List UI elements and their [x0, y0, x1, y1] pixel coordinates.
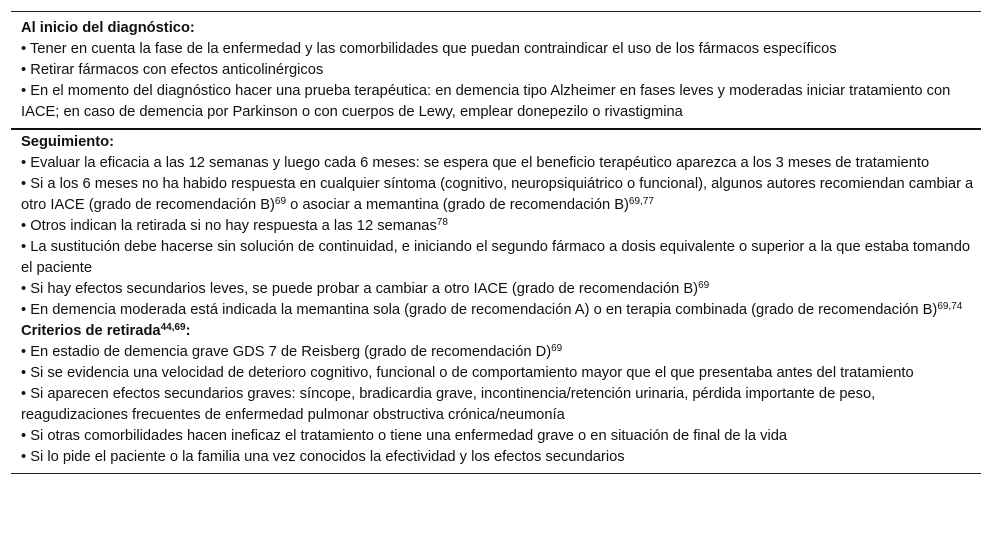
heading-text: Criterios de retirada — [21, 323, 161, 339]
section-heading: Al inicio del diagnóstico: — [21, 20, 195, 36]
table-bottom-rule — [11, 473, 981, 474]
recommendations-table — [11, 11, 981, 474]
item-text: • Si a los 6 meses no ha habido respuesta en cualquier síntoma (cognitivo, neuropsiquiátrico o funcional), algunos autores recomiendan cambiar a otro IACE (grado de recomendación B) — [21, 176, 974, 213]
reference-superscript: 69,74 — [937, 301, 963, 312]
list-item: • Si aparecen efectos secundarios graves: síncope, bradicardia grave, incontinencia/retención urinaria, pérdida importante de peso, reagudizaciones frecuentes de enfermedad pulmonar obstructiva crónica/neumonía — [21, 386, 876, 423]
item-text: • Otros indican la retirada si no hay respuesta a las 12 semanas — [21, 218, 437, 234]
section-initial-diagnosis — [11, 12, 981, 128]
item-text: o asociar a memantina (grado de recomendación B) — [286, 197, 629, 213]
reference-superscript: 78 — [436, 217, 448, 228]
list-item — [21, 174, 981, 216]
list-item: • La sustitución debe hacerse sin solución de continuidad, e iniciando el segundo fármaco a dosis equivalente o superior a la que estaba tomando el paciente — [21, 239, 971, 276]
list-item: • Si se evidencia una velocidad de deterioro cognitivo, funcional o de comportamiento mayor que el que presentaba antes del tratamiento — [21, 365, 914, 381]
list-item — [21, 342, 981, 363]
item-text: • Si hay efectos secundarios leves, se puede probar a cambiar a otro IACE (grado de recomendación B) — [21, 281, 699, 297]
reference-superscript: 69,77 — [628, 196, 654, 207]
list-item: • Si otras comorbilidades hacen ineficaz el tratamiento o tiene una enfermedad grave o en situación de final de la vida — [21, 428, 788, 444]
list-item — [21, 216, 981, 237]
reference-superscript: 69 — [274, 196, 287, 207]
reference-superscript: 69 — [698, 280, 710, 291]
list-item: • Evaluar la eficacia a las 12 semanas y luego cada 6 meses: se espera que el beneficio terapéutico aparezca a los 3 meses de tratamiento — [21, 155, 930, 171]
list-item: • Retirar fármacos con efectos anticolinérgicos — [21, 62, 324, 78]
list-item — [21, 300, 981, 321]
list-item: • Si lo pide el paciente o la familia una vez conocidos la efectividad y los efectos secundarios — [21, 449, 625, 465]
list-item — [21, 279, 981, 300]
section-follow-up — [11, 130, 981, 473]
reference-superscript: 69 — [551, 343, 563, 354]
heading-colon: : — [185, 323, 191, 339]
list-item: • Tener en cuenta la fase de la enfermedad y las comorbilidades que puedan contraindicar el uso de los fármacos específicos — [21, 41, 837, 57]
section-heading-withdrawal — [21, 321, 981, 342]
list-item: • En el momento del diagnóstico hacer una prueba terapéutica: en demencia tipo Alzheimer en fases leves y moderadas iniciar tratamiento con IACE; en caso de demencia por Parkinson o con cuerpos de Lewy, emplear donepezilo o rivastigmina — [21, 83, 951, 120]
section-heading: Seguimiento: — [21, 134, 115, 150]
reference-superscript: 44,69 — [160, 322, 186, 333]
item-text: • En demencia moderada está indicada la memantina sola (grado de recomendación A) o en terapia combinada (grado de recomendación B) — [21, 302, 938, 318]
item-text: • En estadio de demencia grave GDS 7 de Reisberg (grado de recomendación D) — [21, 344, 552, 360]
